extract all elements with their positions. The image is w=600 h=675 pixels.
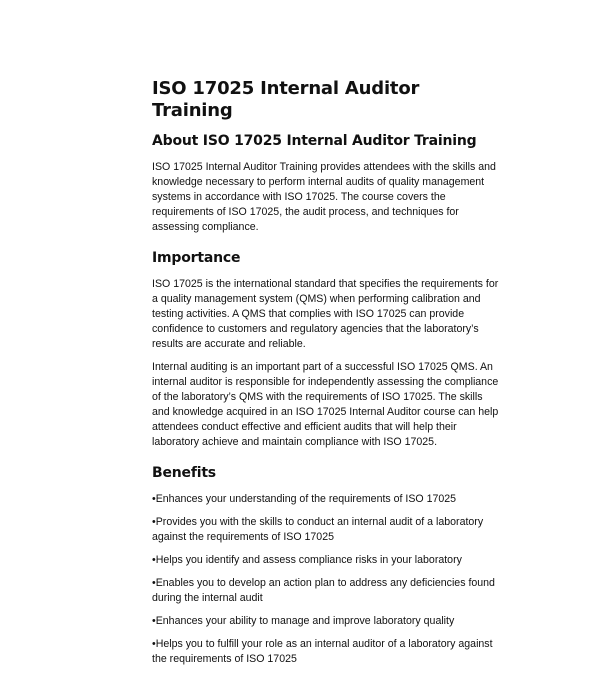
list-item [152, 576, 500, 606]
list-item [152, 637, 500, 667]
importance-paragraph: ISO 17025 is the international standard that specifies the requirements for a quality management system (QMS) when performing calibration and testing activities. A QMS that complies with ISO 17025 can provide confidence to customers and regulatory agencies that the laboratory’s results are accurate and reliable. [152, 278, 499, 350]
benefit-text: Enhances your ability to manage and improve laboratory quality [155, 615, 455, 627]
document-page [152, 78, 500, 675]
bullet-icon: • [152, 638, 156, 650]
benefit-text: Enables you to develop an action plan to address any deficiencies found during the internal audit [152, 577, 495, 604]
bullet-icon: • [152, 577, 156, 589]
list-item [152, 614, 500, 629]
list-item [152, 553, 500, 568]
benefits-list [152, 492, 500, 667]
about-heading: About ISO 17025 Internal Auditor Training [152, 133, 477, 149]
importance-heading: Importance [152, 250, 241, 266]
bullet-icon: • [152, 493, 156, 505]
benefit-text: Helps you identify and assess compliance risks in your laboratory [155, 554, 462, 566]
list-item [152, 515, 500, 545]
importance-paragraph: Internal auditing is an important part of a successful ISO 17025 QMS. An internal auditor is responsible for independently assessing the compliance of the laboratory’s QMS with the requirements of ISO 17025. The skills and knowledge acquired in an ISO 17025 Internal Auditor course can help attendees conduct effective and efficient audits that will help their laboratory achieve and maintain compliance with ISO 17025. [152, 361, 499, 448]
benefit-text: Helps you to fulfill your role as an internal auditor of a laboratory against the requirements of ISO 17025 [152, 638, 493, 665]
benefit-text: Enhances your understanding of the requirements of ISO 17025 [155, 493, 457, 505]
bullet-icon: • [152, 615, 156, 627]
about-paragraph: ISO 17025 Internal Auditor Training provides attendees with the skills and knowledge necessary to perform internal audits of quality management systems in accordance with ISO 17025. The course covers the requirements of ISO 17025, the audit process, and techniques for assessing compliance. [152, 161, 496, 233]
bullet-icon: • [152, 516, 156, 528]
page-title: ISO 17025 Internal Auditor Training [152, 78, 420, 121]
benefits-heading: Benefits [152, 465, 216, 481]
bullet-icon: • [152, 554, 156, 566]
list-item [152, 492, 500, 507]
benefit-text: Provides you with the skills to conduct an internal audit of a laboratory against the requirements of ISO 17025 [152, 516, 484, 543]
